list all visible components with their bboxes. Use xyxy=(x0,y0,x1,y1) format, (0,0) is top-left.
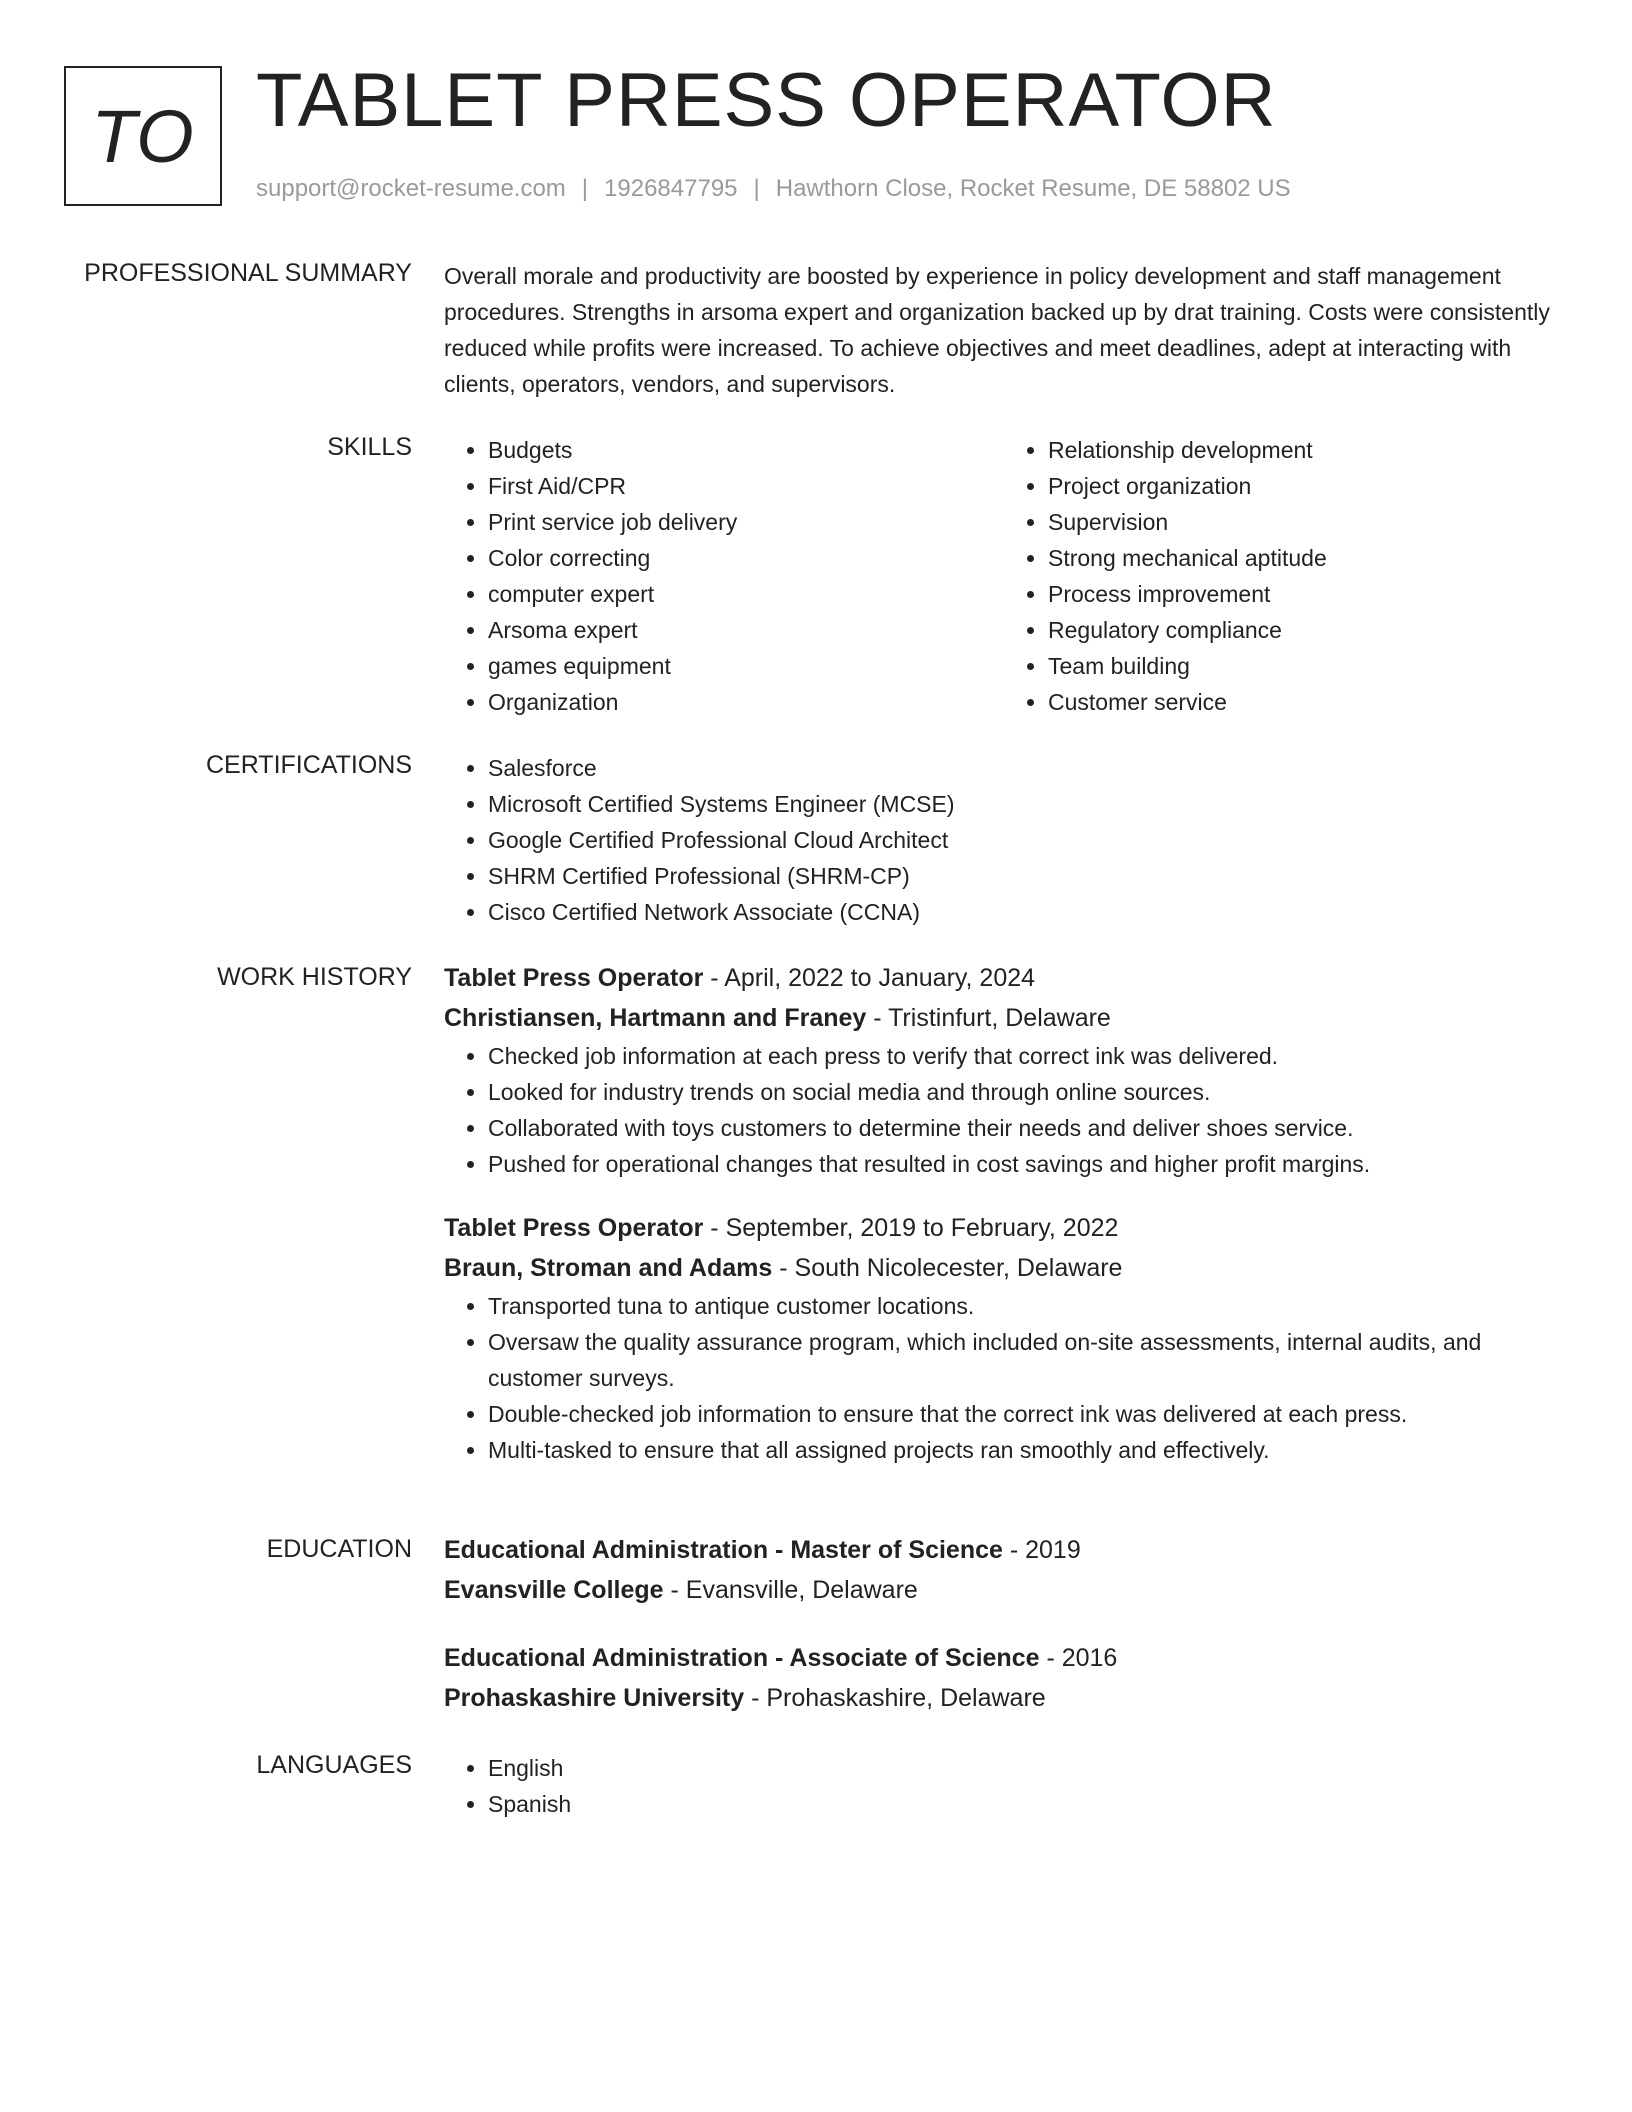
job-duties-list xyxy=(444,1288,1564,1468)
school-location: - Evansville, Delaware xyxy=(663,1576,918,1604)
work-history-body xyxy=(444,958,1564,1468)
languages-body xyxy=(444,1750,1564,1822)
section-heading-languages: LANGUAGES xyxy=(256,1751,412,1779)
job-company: Christiansen, Hartmann and Franey xyxy=(444,1004,867,1032)
skill-item: • Strong mechanical aptitude xyxy=(1048,540,1564,576)
page-title: TABLET PRESS OPERATOR xyxy=(256,58,1277,143)
summary-text: Overall morale and productivity are boosted by experience in policy development and staff management procedures. Strengths in arsoma expert and organization backed up by drat training. Costs were consistently reduced while profits were increased. To achieve objectives and meet deadlines, adept at interacting with clients, operators, vendors, and supervisors. xyxy=(444,263,1550,397)
school: Prohaskashire University xyxy=(444,1684,745,1712)
skill-item: • Organization xyxy=(488,684,1004,720)
education-entry xyxy=(444,1638,1564,1718)
job-entry xyxy=(444,1208,1564,1468)
degree: Educational Administration - Master of Science xyxy=(444,1536,1003,1564)
job-dates: - September, 2019 to February, 2022 xyxy=(703,1214,1119,1242)
skill-item: • Project organization xyxy=(1048,468,1564,504)
education-body xyxy=(444,1530,1564,1718)
language-item: • English xyxy=(488,1750,1564,1786)
degree-line xyxy=(444,1638,1564,1678)
education-entry xyxy=(444,1530,1564,1610)
job-title: Tablet Press Operator xyxy=(444,1214,704,1242)
skill-item: • Budgets xyxy=(488,432,1004,468)
job-duty: • Oversaw the quality assurance program, which included on-site assessments, internal audits, and customer surveys. xyxy=(488,1324,1564,1396)
job-duty: • Pushed for operational changes that resulted in cost savings and higher profit margins. xyxy=(488,1146,1564,1182)
school-location: - Prohaskashire, Delaware xyxy=(744,1684,1046,1712)
skill-item: • Arsoma expert xyxy=(488,612,1004,648)
skill-item: • Relationship development xyxy=(1048,432,1564,468)
certification-item: • Microsoft Certified Systems Engineer (MCSE) xyxy=(488,786,1564,822)
monogram-initials: TO xyxy=(91,94,195,178)
school-line xyxy=(444,1678,1564,1718)
job-duty: • Looked for industry trends on social media and through online sources. xyxy=(488,1074,1564,1110)
skill-item: • Process improvement xyxy=(1048,576,1564,612)
contact-phone: 1926847795 xyxy=(604,175,738,202)
certification-item: • Google Certified Professional Cloud Architect xyxy=(488,822,1564,858)
skill-item: • Customer service xyxy=(1048,684,1564,720)
skills-columns xyxy=(444,432,1564,720)
language-item: • Spanish xyxy=(488,1786,1564,1822)
certifications-body xyxy=(444,750,1564,930)
skills-list-right xyxy=(1004,432,1564,720)
job-entry xyxy=(444,958,1564,1182)
degree: Educational Administration - Associate of Science xyxy=(444,1644,1040,1672)
skill-item: • First Aid/CPR xyxy=(488,468,1004,504)
section-heading-summary: PROFESSIONAL SUMMARY xyxy=(84,259,412,287)
job-company-line xyxy=(444,1248,1564,1288)
skill-item: • games equipment xyxy=(488,648,1004,684)
contact-separator: | xyxy=(753,175,760,202)
skill-item: • Color correcting xyxy=(488,540,1004,576)
skill-item: • computer expert xyxy=(488,576,1004,612)
skill-item: • Print service job delivery xyxy=(488,504,1004,540)
school-line xyxy=(444,1570,1564,1610)
job-duty: • Checked job information at each press to verify that correct ink was delivered. xyxy=(488,1038,1564,1074)
section-heading-education: EDUCATION xyxy=(266,1535,412,1563)
section-heading-certifications: CERTIFICATIONS xyxy=(205,751,412,779)
job-duty: • Double-checked job information to ensure that the correct ink was delivered at each press. xyxy=(488,1396,1564,1432)
degree-year: - 2016 xyxy=(1039,1644,1118,1672)
job-company-line xyxy=(444,998,1564,1038)
contact-separator: | xyxy=(581,175,589,202)
job-dates: - April, 2022 to January, 2024 xyxy=(703,964,1036,992)
certification-item: • Salesforce xyxy=(488,750,1564,786)
degree-year: - 2019 xyxy=(1002,1536,1081,1564)
job-title-line xyxy=(444,1208,1564,1248)
skill-item: • Supervision xyxy=(1048,504,1564,540)
job-company: Braun, Stroman and Adams xyxy=(444,1254,773,1282)
section-heading-work-history: WORK HISTORY xyxy=(217,963,412,991)
degree-line xyxy=(444,1530,1564,1570)
skills-list-left xyxy=(444,432,1004,720)
job-duties-list xyxy=(444,1038,1564,1182)
job-duty: • Multi-tasked to ensure that all assigned projects ran smoothly and effectively. xyxy=(488,1432,1564,1468)
job-duty: • Transported tuna to antique customer locations. xyxy=(488,1288,1564,1324)
school: Evansville College xyxy=(444,1576,664,1604)
certification-item: • Cisco Certified Network Associate (CCNA) xyxy=(488,894,1564,930)
monogram-box xyxy=(64,66,222,206)
skill-item: • Team building xyxy=(1048,648,1564,684)
contact-email: support@rocket-resume.com xyxy=(256,175,566,202)
job-duty: • Collaborated with toys customers to determine their needs and deliver shoes service. xyxy=(488,1110,1564,1146)
contact-line xyxy=(256,174,1291,204)
job-location: - Tristinfurt, Delaware xyxy=(866,1004,1111,1032)
certification-item: • SHRM Certified Professional (SHRM-CP) xyxy=(488,858,1564,894)
job-title: Tablet Press Operator xyxy=(444,964,704,992)
section-heading-skills: SKILLS xyxy=(327,433,412,461)
skill-item: • Regulatory compliance xyxy=(1048,612,1564,648)
contact-address: Hawthorn Close, Rocket Resume, DE 58802 US xyxy=(775,175,1291,202)
languages-list xyxy=(444,1750,1564,1822)
job-title-line xyxy=(444,958,1564,998)
certifications-list xyxy=(444,750,1564,930)
job-location: - South Nicolecester, Delaware xyxy=(772,1254,1123,1282)
